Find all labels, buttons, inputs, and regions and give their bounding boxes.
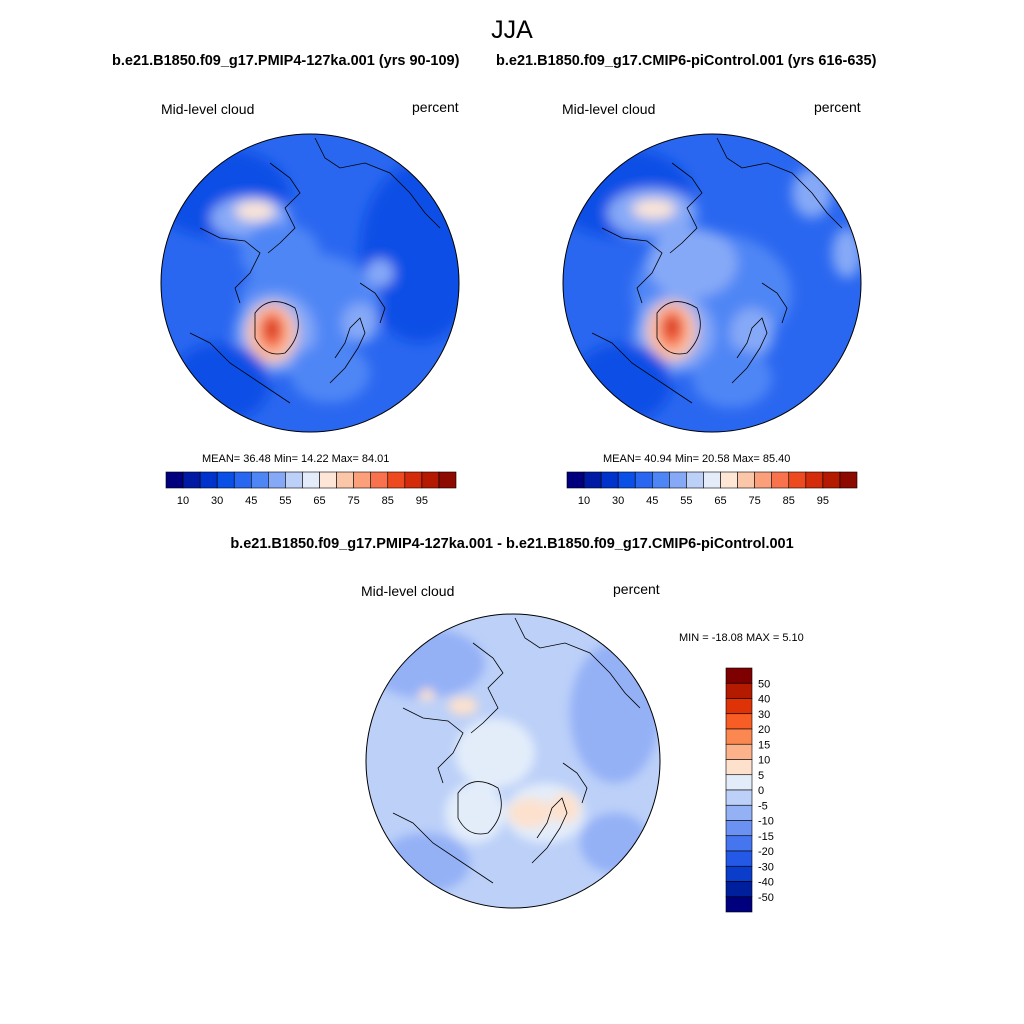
left-colorbar-tick-label: 55: [279, 495, 292, 507]
right-colorbar-box: [840, 472, 857, 488]
diff-colorbar-box: [726, 760, 752, 775]
right-colorbar-tick-label: 55: [680, 495, 693, 507]
right-colorbar-tick-label: 30: [612, 495, 625, 507]
left-polar-map: [160, 133, 460, 433]
left-colorbar-box: [251, 472, 268, 488]
right-colorbar-box: [669, 472, 686, 488]
left-variable-label: Mid-level cloud: [161, 101, 255, 117]
right-colorbar-tick-label: 75: [748, 495, 761, 507]
diff-colorbar-box: [726, 699, 752, 714]
right-colorbar-box: [635, 472, 652, 488]
right-colorbar-tick-label: 85: [782, 495, 795, 507]
right-colorbar-box: [772, 472, 789, 488]
diff-colorbar-tick-label: 15: [758, 739, 771, 752]
diff-colorbar-tick-label: 50: [758, 678, 771, 691]
right-colorbar-box: [686, 472, 703, 488]
diff-colorbar-box: [726, 790, 752, 805]
diff-colorbar-box: [726, 851, 752, 866]
diff-colorbar-box: [726, 775, 752, 790]
left-colorbar-box: [217, 472, 234, 488]
right-colorbar-box: [806, 472, 823, 488]
diff-colorbar-box: [726, 668, 752, 683]
diff-colorbar-box: [726, 882, 752, 897]
left-colorbar-tick-label: 75: [347, 495, 360, 507]
left-colorbar-box: [354, 472, 371, 488]
diff-colorbar-box: [726, 821, 752, 836]
left-colorbar-box: [388, 472, 405, 488]
diff-colorbar-tick-label: -30: [758, 861, 774, 874]
diff-colorbar-box: [726, 714, 752, 729]
left-colorbar-tick-label: 10: [176, 495, 190, 507]
left-colorbar-box: [234, 472, 251, 488]
left-colorbar-tick-label: 30: [211, 495, 224, 507]
diff-colorbar-box: [726, 729, 752, 744]
right-colorbar-box: [652, 472, 669, 488]
diff-colorbar-box: [726, 683, 752, 698]
right-colorbar-tick-label: 65: [714, 495, 727, 507]
diff-colorbar-box: [726, 805, 752, 820]
right-colorbar-box: [789, 472, 806, 488]
right-variable-label: Mid-level cloud: [562, 101, 656, 117]
diff-colorbar-box: [726, 836, 752, 851]
diff-colorbar-tick-label: 20: [758, 724, 771, 736]
left-colorbar-box: [405, 472, 422, 488]
left-stats: MEAN= 36.48 Min= 14.22 Max= 84.01: [202, 453, 390, 465]
diff-colorbar-box: [726, 744, 752, 759]
right-colorbar-box: [618, 472, 635, 488]
left-colorbar: [166, 472, 456, 512]
diff-colorbar-tick-label: 0: [758, 785, 765, 797]
left-colorbar-box: [337, 472, 354, 488]
right-panel-title: b.e21.B1850.f09_g17.CMIP6-piControl.001 (yrs 616-635): [496, 53, 877, 69]
left-colorbar-box: [200, 472, 217, 488]
right-colorbar-box: [703, 472, 720, 488]
right-colorbar-tick-label: 95: [816, 495, 830, 507]
left-colorbar-box: [439, 472, 456, 488]
right-colorbar-tick-label: 10: [577, 495, 591, 507]
right-units-label: percent: [814, 99, 861, 115]
right-colorbar-box: [567, 472, 584, 488]
diff-stats: MIN = -18.08 MAX = 5.10: [679, 632, 804, 644]
right-colorbar-tick-label: 45: [646, 495, 659, 507]
diff-colorbar-box: [726, 897, 752, 912]
difference-title: b.e21.B1850.f09_g17.PMIP4-127ka.001 - b.e21.B1850.f09_g17.CMIP6-piControl.001: [230, 536, 794, 552]
diff-colorbar-tick-label: -10: [758, 815, 774, 828]
left-colorbar-box: [285, 472, 302, 488]
diff-colorbar-tick-label: 30: [758, 708, 771, 721]
figure-title: JJA: [491, 16, 533, 44]
left-colorbar-tick-label: 95: [415, 495, 429, 507]
diff-colorbar-tick-label: 40: [758, 693, 771, 706]
left-colorbar-box: [302, 472, 319, 488]
diff-colorbar-tick-label: -5: [758, 800, 768, 813]
left-colorbar-box: [371, 472, 388, 488]
left-colorbar-box: [268, 472, 285, 488]
left-colorbar-box: [183, 472, 200, 488]
right-colorbar-box: [738, 472, 755, 488]
left-panel-title: b.e21.B1850.f09_g17.PMIP4-127ka.001 (yrs 90-109): [112, 53, 460, 69]
left-units-label: percent: [412, 99, 459, 115]
diff-colorbar-tick-label: -15: [758, 830, 774, 843]
right-polar-map: [562, 133, 862, 433]
diff-colorbar-tick-label: 10: [758, 754, 771, 767]
right-stats: MEAN= 40.94 Min= 20.58 Max= 85.40: [603, 453, 791, 465]
diff-colorbar-tick-label: -50: [758, 891, 774, 904]
right-colorbar-box: [755, 472, 772, 488]
left-colorbar-tick-label: 85: [381, 495, 394, 507]
diff-colorbar-box: [726, 866, 752, 881]
right-colorbar-box: [601, 472, 618, 488]
left-colorbar-tick-label: 65: [313, 495, 326, 507]
difference-colorbar: [726, 668, 786, 912]
right-colorbar-box: [584, 472, 601, 488]
right-colorbar-box: [823, 472, 840, 488]
diff-units-label: percent: [613, 581, 660, 597]
right-colorbar-box: [721, 472, 738, 488]
left-colorbar-tick-label: 45: [245, 495, 258, 507]
right-colorbar: [567, 472, 857, 512]
left-colorbar-box: [422, 472, 439, 488]
left-colorbar-box: [320, 472, 337, 488]
difference-polar-map: [365, 613, 661, 909]
diff-colorbar-tick-label: -40: [758, 876, 774, 889]
diff-colorbar-tick-label: 5: [758, 769, 765, 782]
diff-variable-label: Mid-level cloud: [361, 583, 455, 599]
left-colorbar-box: [166, 472, 183, 488]
diff-colorbar-tick-label: -20: [758, 846, 774, 858]
